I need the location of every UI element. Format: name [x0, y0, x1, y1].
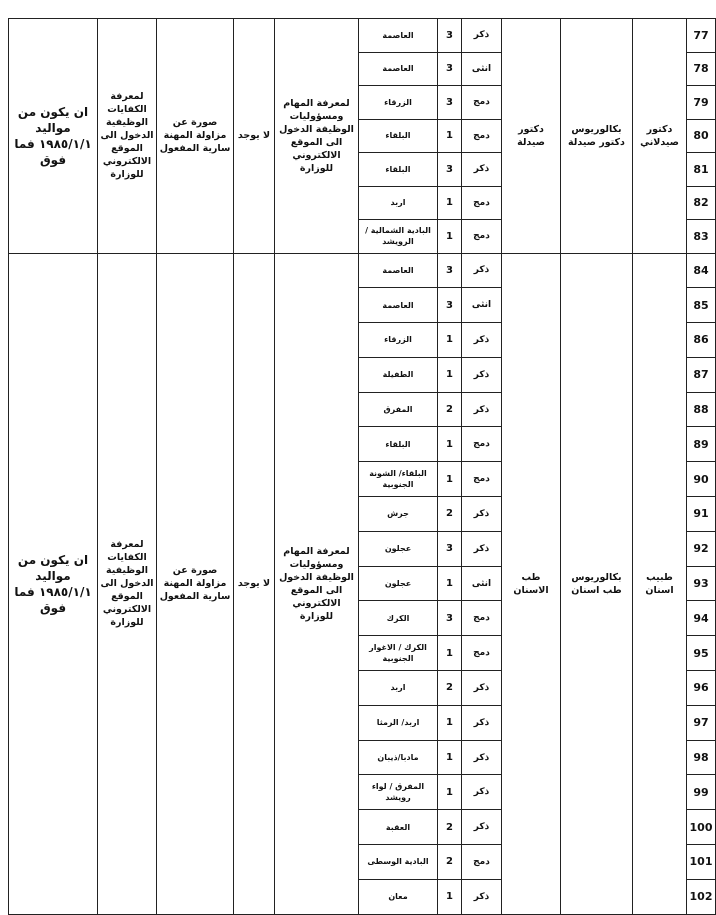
count-cell: 3	[438, 52, 462, 86]
gender-cell: دمج	[462, 186, 502, 220]
count-cell: 1	[438, 323, 462, 358]
tasks-note-cell: لمعرفة المهام ومسؤوليات الوظيفة الدخول الى الموقع الالكتروني للوزارة	[275, 253, 359, 914]
governorate-cell: معان	[359, 879, 438, 914]
governorate-cell: المفرق / لواء رويشد	[359, 775, 438, 810]
qualification-cell: بكالوريوس دكتور صيدلة	[561, 19, 633, 254]
governorate-cell: جرش	[359, 497, 438, 532]
governorate-cell: العاصمة	[359, 288, 438, 323]
competencies-note-cell: لمعرفة الكفايات الوظيفية الدخول الى الموقع الالكتروني للوزارة	[98, 253, 157, 914]
row-number: 93	[687, 566, 716, 601]
row-number: 81	[687, 153, 716, 187]
gender-cell: ذكر	[462, 775, 502, 810]
governorate-cell: الكرك / الاغوار الجنوبية	[359, 636, 438, 671]
row-number: 99	[687, 775, 716, 810]
gender-cell: ذكر	[462, 19, 502, 53]
row-number: 98	[687, 740, 716, 775]
count-cell: 3	[438, 153, 462, 187]
governorate-cell: مادبا/ذيبان	[359, 740, 438, 775]
row-number: 102	[687, 879, 716, 914]
row-number: 82	[687, 186, 716, 220]
gender-cell: انثى	[462, 52, 502, 86]
count-cell: 3	[438, 531, 462, 566]
gender-cell: ذكر	[462, 671, 502, 706]
count-cell: 1	[438, 220, 462, 254]
row-number: 97	[687, 705, 716, 740]
row-number: 101	[687, 845, 716, 880]
row-number: 88	[687, 392, 716, 427]
dentist-group	[9, 253, 716, 914]
count-cell: 3	[438, 601, 462, 636]
count-cell: 1	[438, 705, 462, 740]
count-cell: 2	[438, 845, 462, 880]
qualification-cell: بكالوريوس طب اسنان	[561, 253, 633, 914]
tasks-note-cell: لمعرفة المهام ومسؤوليات الوظيفة الدخول الى الموقع الالكتروني للوزارة	[275, 19, 359, 254]
job-title-cell: دكتور صيدلاني	[633, 19, 687, 254]
row-number: 79	[687, 86, 716, 120]
row-number: 96	[687, 671, 716, 706]
governorate-cell: البلقاء/ الشونة الجنوبية	[359, 462, 438, 497]
pharmacist-group	[9, 19, 716, 254]
job-title-cell: طبيب اسنان	[633, 253, 687, 914]
gender-cell: دمج	[462, 601, 502, 636]
governorate-cell: البلقاء	[359, 153, 438, 187]
gender-cell: انثى	[462, 566, 502, 601]
count-cell: 1	[438, 740, 462, 775]
governorate-cell: عجلون	[359, 566, 438, 601]
vacancies-table-sheet	[8, 18, 713, 904]
governorate-cell: الزرقاء	[359, 323, 438, 358]
count-cell: 2	[438, 810, 462, 845]
governorate-cell: البلقاء	[359, 427, 438, 462]
gender-cell: ذكر	[462, 497, 502, 532]
gender-cell: ذكر	[462, 810, 502, 845]
row-number: 87	[687, 357, 716, 392]
row-number: 92	[687, 531, 716, 566]
vacancies-table	[8, 18, 716, 915]
governorate-cell: الطفيلة	[359, 357, 438, 392]
governorate-cell: اربد	[359, 671, 438, 706]
count-cell: 1	[438, 427, 462, 462]
governorate-cell: المفرق	[359, 392, 438, 427]
competencies-note-cell: لمعرفة الكفايات الوظيفية الدخول الى الموقع الالكتروني للوزارة	[98, 19, 157, 254]
gender-cell: دمج	[462, 427, 502, 462]
gender-cell: دمج	[462, 462, 502, 497]
gender-cell: ذكر	[462, 253, 502, 288]
count-cell: 3	[438, 253, 462, 288]
row-number: 90	[687, 462, 716, 497]
governorate-cell: البلقاء	[359, 119, 438, 153]
table-row	[9, 253, 716, 288]
experience-cell: لا يوجد	[234, 19, 275, 254]
gender-cell: ذكر	[462, 740, 502, 775]
gender-cell: دمج	[462, 86, 502, 120]
gender-cell: دمج	[462, 119, 502, 153]
row-number: 91	[687, 497, 716, 532]
gender-cell: ذكر	[462, 392, 502, 427]
gender-cell: ذكر	[462, 705, 502, 740]
row-number: 83	[687, 220, 716, 254]
row-number: 84	[687, 253, 716, 288]
row-number: 100	[687, 810, 716, 845]
row-number: 78	[687, 52, 716, 86]
governorate-cell: العاصمة	[359, 19, 438, 53]
documents-cell: صورة عن مزاولة المهنة سارية المفعول	[157, 253, 234, 914]
count-cell: 1	[438, 879, 462, 914]
gender-cell: ذكر	[462, 323, 502, 358]
governorate-cell: البادية الشمالية / الرويشد	[359, 220, 438, 254]
row-number: 89	[687, 427, 716, 462]
governorate-cell: الزرقاء	[359, 86, 438, 120]
gender-cell: ذكر	[462, 879, 502, 914]
gender-cell: انثى	[462, 288, 502, 323]
count-cell: 2	[438, 671, 462, 706]
gender-cell: ذكر	[462, 153, 502, 187]
governorate-cell: اربد	[359, 186, 438, 220]
row-number: 77	[687, 19, 716, 53]
row-number: 85	[687, 288, 716, 323]
count-cell: 2	[438, 392, 462, 427]
gender-cell: ذكر	[462, 531, 502, 566]
count-cell: 1	[438, 775, 462, 810]
row-number: 80	[687, 119, 716, 153]
specialization-cell: طب الاسنان	[502, 253, 561, 914]
gender-cell: دمج	[462, 845, 502, 880]
age-condition-cell: ان يكون من مواليد ١٩٨٥/١/١ فما فوق	[9, 253, 98, 914]
count-cell: 1	[438, 566, 462, 601]
gender-cell: دمج	[462, 220, 502, 254]
governorate-cell: اربد/ الرمثا	[359, 705, 438, 740]
governorate-cell: العقبة	[359, 810, 438, 845]
table-row	[9, 19, 716, 53]
governorate-cell: العاصمة	[359, 52, 438, 86]
governorate-cell: البادية الوسطى	[359, 845, 438, 880]
gender-cell: ذكر	[462, 357, 502, 392]
specialization-cell: دكتور صيدلة	[502, 19, 561, 254]
governorate-cell: العاصمة	[359, 253, 438, 288]
age-condition-cell: ان يكون من مواليد ١٩٨٥/١/١ فما فوق	[9, 19, 98, 254]
documents-cell: صورة عن مزاولة المهنة سارية المفعول	[157, 19, 234, 254]
count-cell: 1	[438, 186, 462, 220]
row-number: 95	[687, 636, 716, 671]
governorate-cell: الكرك	[359, 601, 438, 636]
row-number: 94	[687, 601, 716, 636]
count-cell: 3	[438, 86, 462, 120]
count-cell: 3	[438, 288, 462, 323]
count-cell: 3	[438, 19, 462, 53]
count-cell: 2	[438, 497, 462, 532]
count-cell: 1	[438, 119, 462, 153]
experience-cell: لا يوجد	[234, 253, 275, 914]
governorate-cell: عجلون	[359, 531, 438, 566]
count-cell: 1	[438, 462, 462, 497]
count-cell: 1	[438, 636, 462, 671]
gender-cell: دمج	[462, 636, 502, 671]
row-number: 86	[687, 323, 716, 358]
count-cell: 1	[438, 357, 462, 392]
